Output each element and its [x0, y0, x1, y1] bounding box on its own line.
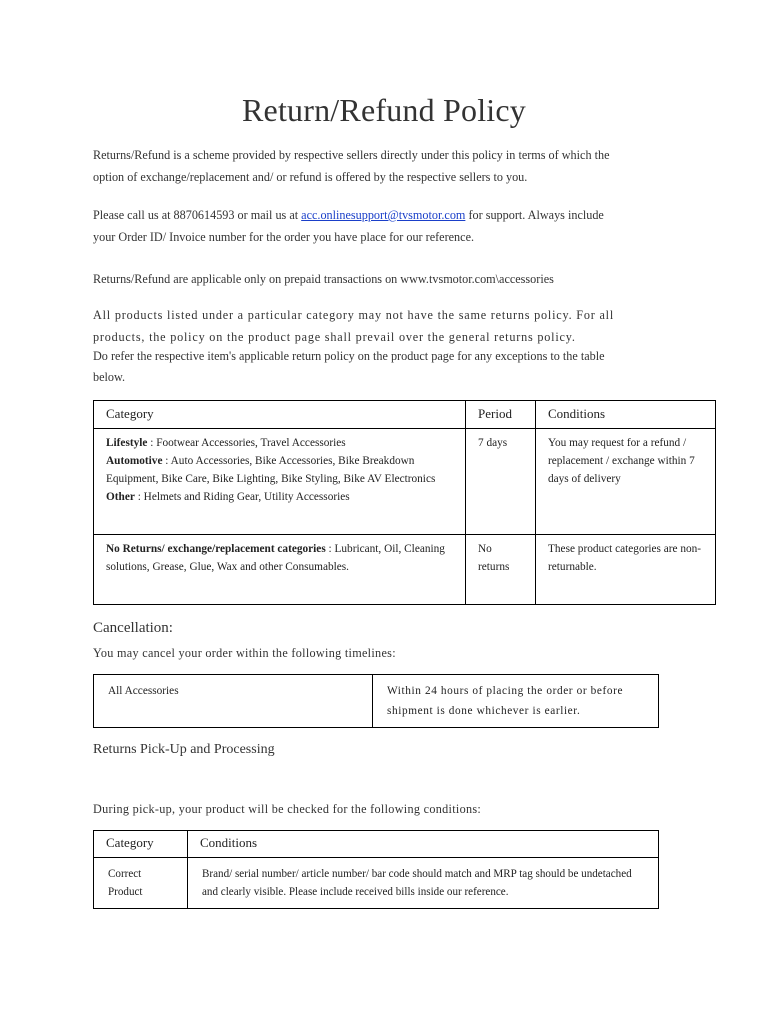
cancellation-timeline-cell: Within 24 hours of placing the order or before shipment is done whichever is earlier.	[373, 675, 659, 728]
contact-line-2: your Order ID/ Invoice number for the order you have place for our reference.	[93, 230, 475, 244]
table-row	[94, 675, 659, 728]
returns-heading: Returns Pick-Up and Processing	[93, 742, 275, 757]
column-header-conditions: Conditions	[188, 831, 659, 858]
lifestyle-line	[106, 434, 453, 452]
other-text: : Helmets and Riding Gear, Utility Accessories	[134, 491, 350, 503]
category-cell	[94, 429, 466, 535]
table-header-row	[94, 401, 716, 429]
column-header-category: Category	[94, 831, 188, 858]
other-label: Other	[106, 491, 135, 503]
column-header-period: Period	[466, 401, 536, 429]
policy-line-2: products, the policy on the product page shall prevail over the general returns policy.	[93, 330, 576, 344]
refer-line-2: below.	[93, 370, 126, 384]
lifestyle-label: Lifestyle	[106, 437, 148, 449]
no-returns-text: : Lubricant, Oil, Cleaning solutions, Grease, Glue, Wax and other Consumables.	[106, 543, 445, 573]
intro-line-2: option of exchange/replacement and/ or refund is offered by the respective sellers to you.	[93, 170, 528, 184]
table-row	[94, 535, 716, 605]
policy-paragraph	[93, 304, 713, 348]
returns-conditions-table	[93, 830, 659, 909]
cancellation-heading: Cancellation:	[93, 620, 173, 636]
table-header-row	[94, 831, 659, 858]
contact-line-1	[93, 204, 693, 226]
automotive-label: Automotive	[106, 455, 163, 467]
intro-paragraph	[93, 144, 693, 188]
automotive-line	[106, 452, 453, 488]
cancellation-item-cell: All Accessories	[94, 675, 373, 728]
no-returns-label: No Returns/ exchange/replacement categories	[106, 543, 326, 555]
conditions-cell: You may request for a refund / replacement / exchange within 7 days of delivery	[536, 429, 716, 535]
page-title: Return/Refund Policy	[242, 92, 526, 128]
category-cell	[94, 535, 466, 605]
returns-intro: During pick-up, your product will be checked for the following conditions:	[93, 802, 482, 816]
cancellation-table	[93, 674, 659, 728]
conditions-cell: Brand/ serial number/ article number/ bar code should match and MRP tag should be undetached and clearly visible. Please include received bills inside our reference.	[188, 858, 659, 909]
contact-paragraph	[93, 204, 693, 248]
support-email-link[interactable]: acc.onlinesupport@tvsmotor.com	[301, 208, 466, 222]
prepaid-note: Returns/Refund are applicable only on prepaid transactions on www.tvsmotor.com\accessories	[93, 272, 554, 286]
other-line	[106, 488, 453, 506]
period-cell: 7 days	[466, 429, 536, 535]
period-cell: No returns	[466, 535, 536, 605]
column-header-category: Category	[94, 401, 466, 429]
table-row	[94, 429, 716, 535]
contact-text-before: Please call us at 8870614593 or mail us at	[93, 208, 302, 222]
lifestyle-text: : Footwear Accessories, Travel Accessories	[147, 437, 346, 449]
policy-line-1: All products listed under a particular category may not have the same returns policy. For all	[93, 308, 615, 322]
column-header-conditions: Conditions	[536, 401, 716, 429]
categories-table	[93, 400, 716, 605]
refer-paragraph	[93, 346, 713, 388]
cancellation-intro: You may cancel your order within the following timelines:	[93, 646, 396, 660]
category-cell: Correct Product	[94, 858, 188, 909]
intro-line-1: Returns/Refund is a scheme provided by respective sellers directly under this policy in terms of which the	[93, 148, 610, 162]
conditions-cell: These product categories are non-returnable.	[536, 535, 716, 605]
contact-text-after: for support. Always include	[465, 208, 604, 222]
automotive-text: : Auto Accessories, Bike Accessories, Bike Breakdown Equipment, Bike Care, Bike Lighting, Bike Styling, Bike AV Electronics	[106, 455, 436, 485]
refer-line-1: Do refer the respective item's applicable return policy on the product page for any exceptions to the table	[93, 349, 605, 363]
table-row	[94, 858, 659, 909]
